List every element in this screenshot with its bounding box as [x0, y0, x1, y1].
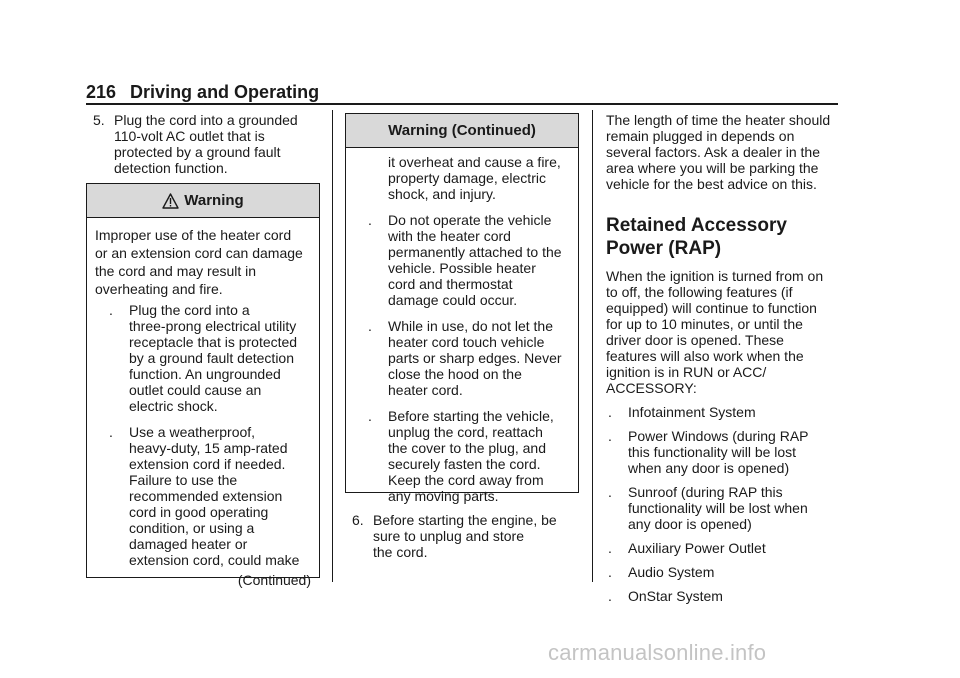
warning-line: it overheat and cause a fire,	[388, 154, 561, 170]
bullet-line: Audio System	[628, 564, 715, 580]
bullet-line: functionality will be lost when	[628, 500, 808, 516]
bullet-line: heavy-duty, 15 amp-rated	[129, 440, 288, 456]
bullet-line: OnStar System	[628, 588, 723, 604]
bullet-line: condition, or using a	[129, 520, 255, 536]
bullet-line: the cover to the plug, and	[388, 440, 546, 456]
warning-bullet	[354, 212, 570, 308]
bullet-line: with the heater cord	[388, 228, 511, 244]
step-line: sure to unplug and store	[373, 528, 524, 544]
para-line: ACCESSORY:	[606, 380, 697, 396]
bullet-dot: .	[608, 428, 612, 444]
warning-bullet	[354, 318, 570, 398]
step-6	[345, 512, 585, 560]
step-number: 6.	[352, 512, 364, 528]
warning-body	[87, 218, 319, 596]
intro-paragraph	[606, 112, 846, 192]
para-line: several factors. Ask a dealer in the	[606, 144, 820, 160]
warning-header	[87, 184, 319, 218]
feature-bullet	[606, 484, 846, 532]
rap-paragraph	[606, 268, 846, 396]
bullet-line: close the hood on the	[388, 366, 522, 382]
heading-line: Power (RAP)	[606, 238, 722, 259]
continued-label: (Continued)	[237, 572, 311, 588]
bullet-line: cord in good operating	[129, 504, 269, 520]
warning-title: Warning	[184, 192, 244, 209]
column-divider-1	[332, 110, 333, 582]
para-line: The length of time the heater should	[606, 112, 831, 128]
bullet-dot: .	[608, 540, 612, 556]
para-line: ignition is in RUN or ACC/	[606, 364, 767, 380]
step-text	[373, 512, 585, 560]
bullet-line: electric shock.	[129, 398, 218, 414]
page-header	[86, 82, 838, 104]
feature-bullet	[606, 404, 846, 420]
bullet-line: when any door is opened)	[628, 460, 790, 476]
bullet-line: heater cord.	[388, 382, 463, 398]
step-5	[86, 112, 320, 176]
warning-bullet	[354, 408, 570, 504]
para-line: features will also work when the	[606, 348, 804, 364]
para-line: remain plugged in depends on	[606, 128, 795, 144]
feature-bullet	[606, 428, 846, 476]
bullet-line: Do not operate the vehicle	[388, 212, 552, 228]
bullet-line: vehicle. Possible heater	[388, 260, 536, 276]
bullet-line: Before starting the vehicle,	[388, 408, 554, 424]
bullet-dot: .	[608, 404, 612, 420]
bullet-line: function. An ungrounded	[129, 366, 281, 382]
bullet-line: permanently attached to the	[388, 244, 562, 260]
step-line: protected by a ground fault	[114, 144, 281, 160]
bullet-line: any moving parts.	[388, 488, 499, 504]
warning-header	[346, 114, 578, 148]
warning-title: Warning (Continued)	[388, 122, 536, 139]
rap-heading	[606, 214, 846, 260]
heading-line: Retained Accessory	[606, 215, 787, 236]
column-1	[86, 112, 320, 176]
warning-box-2	[345, 113, 579, 504]
bullet-line: recommended extension	[129, 488, 283, 504]
para-line: When the ignition is turned from on	[606, 268, 824, 284]
warning-line: or an extension cord can damage	[95, 245, 303, 261]
para-line: area where you will be parking the	[606, 160, 819, 176]
bullet-line: securely fasten the cord.	[388, 456, 541, 472]
bullet-line: by a ground fault detection	[129, 350, 295, 366]
step-line: the cord.	[373, 544, 428, 560]
bullet-dot: .	[368, 212, 372, 228]
para-line: equipped) will continue to function	[606, 300, 817, 316]
bullet-dot: .	[109, 424, 113, 440]
warning-lead	[354, 154, 570, 202]
bullet-line: any door is opened)	[628, 516, 752, 532]
bullet-line: cord and thermostat	[388, 276, 513, 292]
bullet-line: damaged heater or	[129, 536, 248, 552]
bullet-line: Plug the cord into a	[129, 302, 250, 318]
step-line: Plug the cord into a grounded	[114, 112, 298, 128]
bullet-dot: .	[608, 484, 612, 500]
bullet-line: heater cord touch vehicle	[388, 334, 545, 350]
warning-bullet	[95, 424, 311, 568]
bullet-line: Keep the cord away from	[388, 472, 544, 488]
step-line: 110-volt AC outlet that is	[114, 128, 265, 144]
bullet-line: extension cord if needed.	[129, 456, 286, 472]
step-text	[114, 112, 320, 176]
bullet-line: extension cord, could make	[129, 552, 300, 568]
column-2-step	[345, 512, 585, 560]
bullet-line: Auxiliary Power Outlet	[628, 540, 766, 556]
bullet-line: outlet could cause an	[129, 382, 262, 398]
bullet-line: this functionality will be lost	[628, 444, 797, 460]
step-line: detection function.	[114, 160, 228, 176]
warning-line: shock, and injury.	[388, 186, 496, 202]
step-line: Before starting the engine, be	[373, 512, 557, 528]
bullet-line: Infotainment System	[628, 404, 756, 420]
step-number: 5.	[93, 112, 105, 128]
column-3	[606, 112, 846, 604]
warning-line: overheating and fire.	[95, 281, 223, 297]
bullet-dot: .	[608, 588, 612, 604]
bullet-dot: .	[368, 408, 372, 424]
warning-bullet	[95, 302, 311, 414]
para-line: to off, the following features (if	[606, 284, 793, 300]
watermark: carmanualsonline.info	[548, 640, 767, 665]
bullet-line: Power Windows (during RAP	[628, 428, 809, 444]
bullet-dot: .	[109, 302, 113, 318]
warning-line: the cord and may result in	[95, 263, 257, 279]
bullet-line: unplug the cord, reattach	[388, 424, 543, 440]
bullet-dot: .	[368, 318, 372, 334]
feature-bullet	[606, 540, 846, 556]
bullet-line: parts or sharp edges. Never	[388, 350, 562, 366]
page-number: 216	[86, 82, 117, 102]
bullet-line: Use a weatherproof,	[129, 424, 256, 440]
para-line: driver door is opened. These	[606, 332, 784, 348]
feature-bullet	[606, 564, 846, 580]
bullet-line: receptacle that is protected	[129, 334, 298, 350]
bullet-dot: .	[608, 564, 612, 580]
section-title: Driving and Operating	[130, 82, 320, 102]
bullet-line: While in use, do not let the	[388, 318, 553, 334]
feature-bullet	[606, 588, 846, 604]
bullet-line: damage could occur.	[388, 292, 518, 308]
bullet-line: three-prong electrical utility	[129, 318, 297, 334]
bullet-line: Failure to use the	[129, 472, 238, 488]
warning-triangle-icon	[162, 193, 179, 209]
warning-box-1	[86, 183, 320, 588]
para-line: vehicle for the best advice on this.	[606, 176, 817, 192]
warning-line: Improper use of the heater cord	[95, 227, 292, 243]
bullet-line: Sunroof (during RAP this	[628, 484, 783, 500]
column-divider-2	[592, 110, 593, 582]
warning-line: property damage, electric	[388, 170, 546, 186]
header-rule	[86, 103, 838, 105]
para-line: for up to 10 minutes, or until the	[606, 316, 803, 332]
warning-body	[346, 148, 578, 512]
